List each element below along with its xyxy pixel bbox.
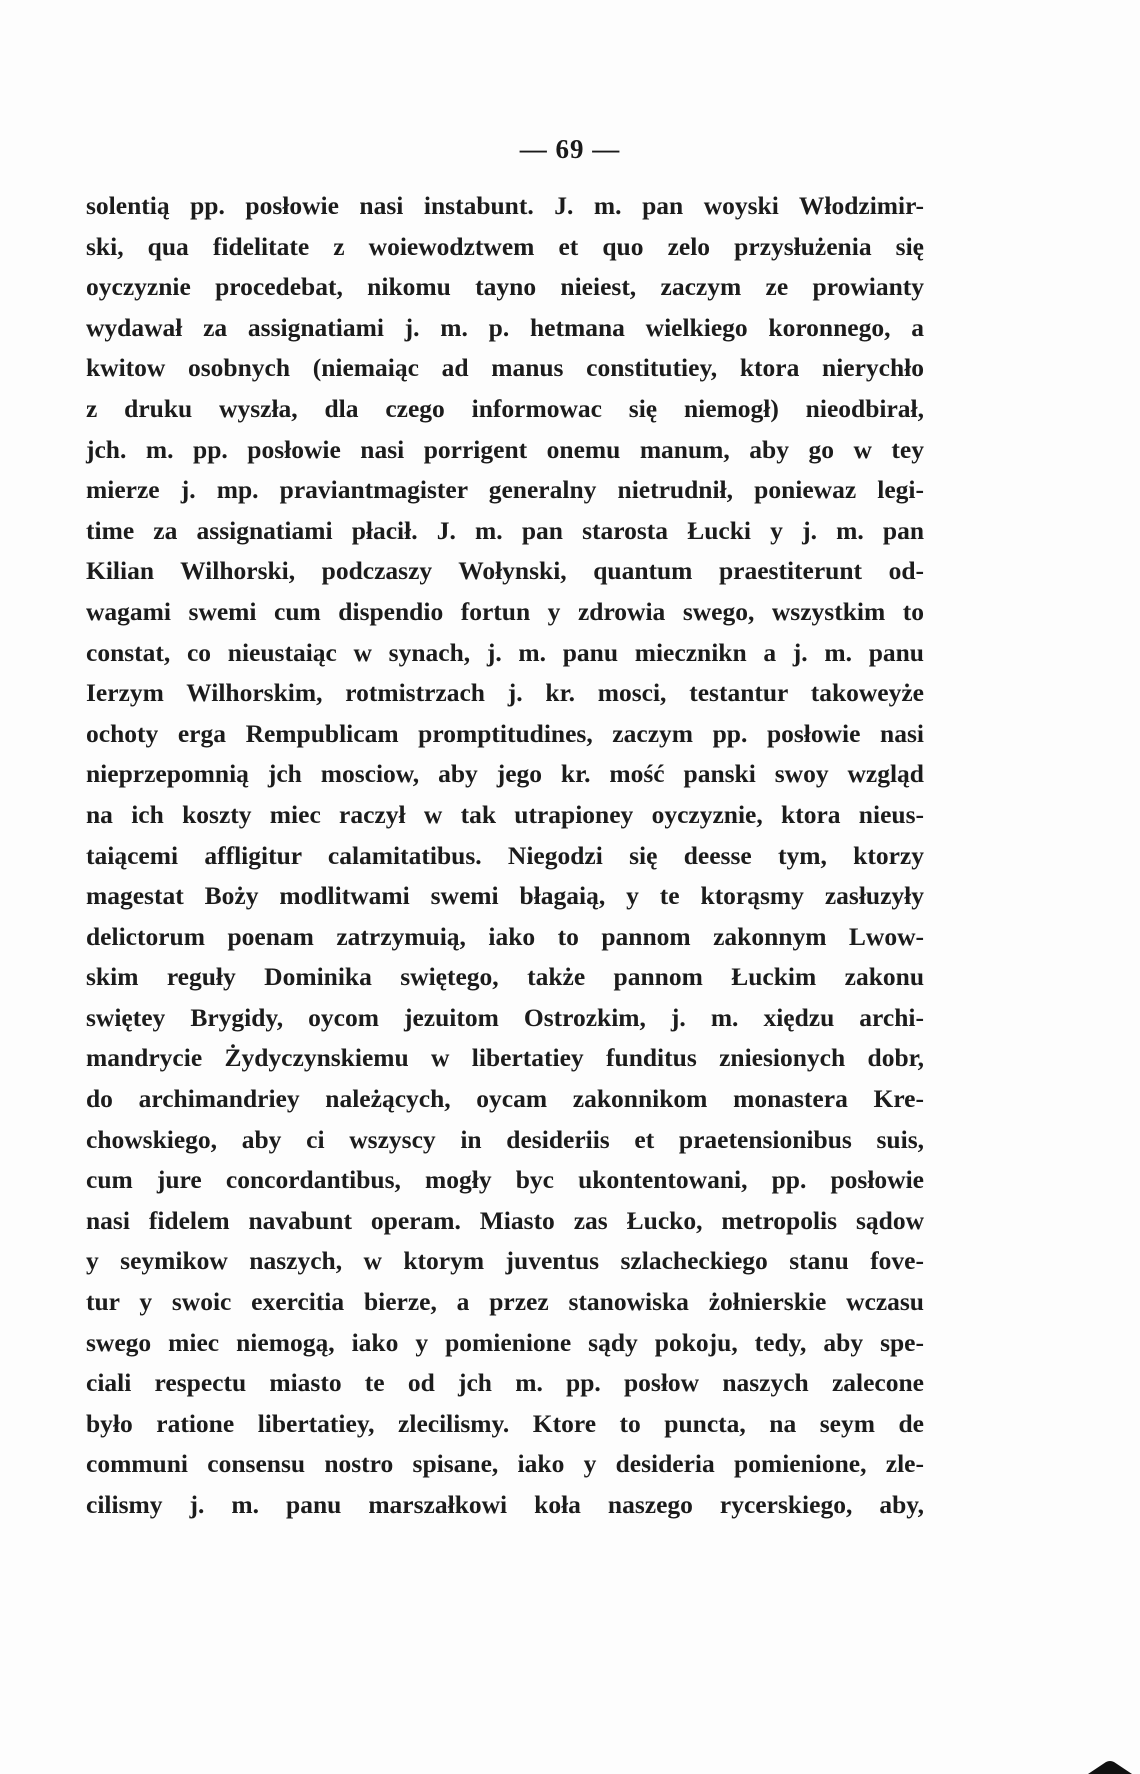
text-line: swego miec niemogą, iako y pomienione sądy pokoju, tedy, aby spe- [86,1327,924,1357]
text-line: ciali respectu miasto te od jch m. pp. posłow naszych zalecone [86,1368,924,1398]
text-line: ochoty erga Rempublicam promptitudines, zaczym pp. posłowie nasi [86,718,924,748]
text-line: y seymikow naszych, w ktorym juventus szlacheckiego stanu fove- [86,1246,924,1276]
text-line: swiętey Brygidy, oycom jezuitom Ostrozkim, j. m. xiędzu archi- [86,1002,924,1032]
text-line: z druku wyszła, dla czego informowac się niemogł) nieodbirał, [86,393,924,423]
text-line: tur y swoic exercitia bierze, a przez stanowiska żołnierskie wczasu [86,1287,924,1317]
text-line: mandrycie Żydyczynskiemu w libertatiey funditus zniesionych dobr, [86,1043,924,1073]
text-line: ski, qua fidelitate z woiewodztwem et quo zelo przysłużenia się [86,231,924,261]
text-line: nasi fidelem navabunt operam. Miasto zas Łucko, metropolis sądow [86,1205,924,1235]
text-line: skim reguły Dominika swiętego, także pannom Łuckim zakonu [86,962,924,992]
text-line: wydawał za assignatiami j. m. p. hetmana wielkiego koronnego, a [86,312,924,342]
text-line: communi consensu nostro spisane, iako y desideria pomienione, zle- [86,1449,924,1479]
text-line: jch. m. pp. posłowie nasi porrigent onemu manum, aby go w tey [86,434,924,464]
page-number: — 69 — [519,134,621,164]
text-line: chowskiego, aby ci wszyscy in desideriis et praetensionibus suis, [86,1124,924,1154]
text-line: taiącemi affligitur calamitatibus. Niegodzi się deesse tym, ktorzy [86,840,924,870]
text-line: delictorum poenam zatrzymuią, iako to pannom zakonnym Lwow- [86,921,924,951]
text-line: wagami swemi cum dispendio fortun y zdrowia swego, wszystkim to [86,596,924,626]
text-line: solentią pp. posłowie nasi instabunt. J. m. pan woyski Włodzimir- [86,191,924,220]
text-line: do archimandriey należących, oycam zakonnikom monastera Kre- [86,1084,924,1114]
text-line: time za assignatiami płacił. J. m. pan starosta Łucki y j. m. pan [86,515,924,545]
text-line: na ich koszty miec raczył w tak utrapioney oyczyznie, ktora nieus- [86,799,924,829]
text-line: było ratione libertatiey, zlecilismy. Ktore to puncta, na seym de [86,1408,924,1438]
text-line: cilismy j. m. panu marszałkowi koła naszego rycerskiego, aby, [86,1490,924,1519]
text-line: kwitow osobnych (niemaiąc ad manus constitutiey, ktora nierychło [86,353,924,383]
text-line: cum jure concordantibus, mogły byc ukontentowani, pp. posłowie [86,1165,924,1195]
text-line: Kilian Wilhorski, podczaszy Wołynski, quantum praestiterunt od- [86,556,924,586]
text-line: constat, co nieustaiąc w synach, j. m. panu miecznikn a j. m. panu [86,637,924,667]
text-line: nieprzepomnią jch mosciow, aby jego kr. mość panski swoy wzgląd [86,759,924,789]
text-line: magestat Boży modlitwami swemi błagaią, y te ktorąsmy zasłuzyły [86,881,924,911]
text-line: mierze j. mp. praviantmagister generalny nietrudnił, poniewaz legi- [86,475,924,505]
page-corner-mark [1088,1760,1132,1774]
text-line: Ierzym Wilhorskim, rotmistrzach j. kr. mosci, testantur takoweyże [86,678,924,708]
text-line: oyczyznie procedebat, nikomu tayno nieiest, zaczym ze prowianty [86,272,924,302]
page-text-body [86,186,924,1526]
